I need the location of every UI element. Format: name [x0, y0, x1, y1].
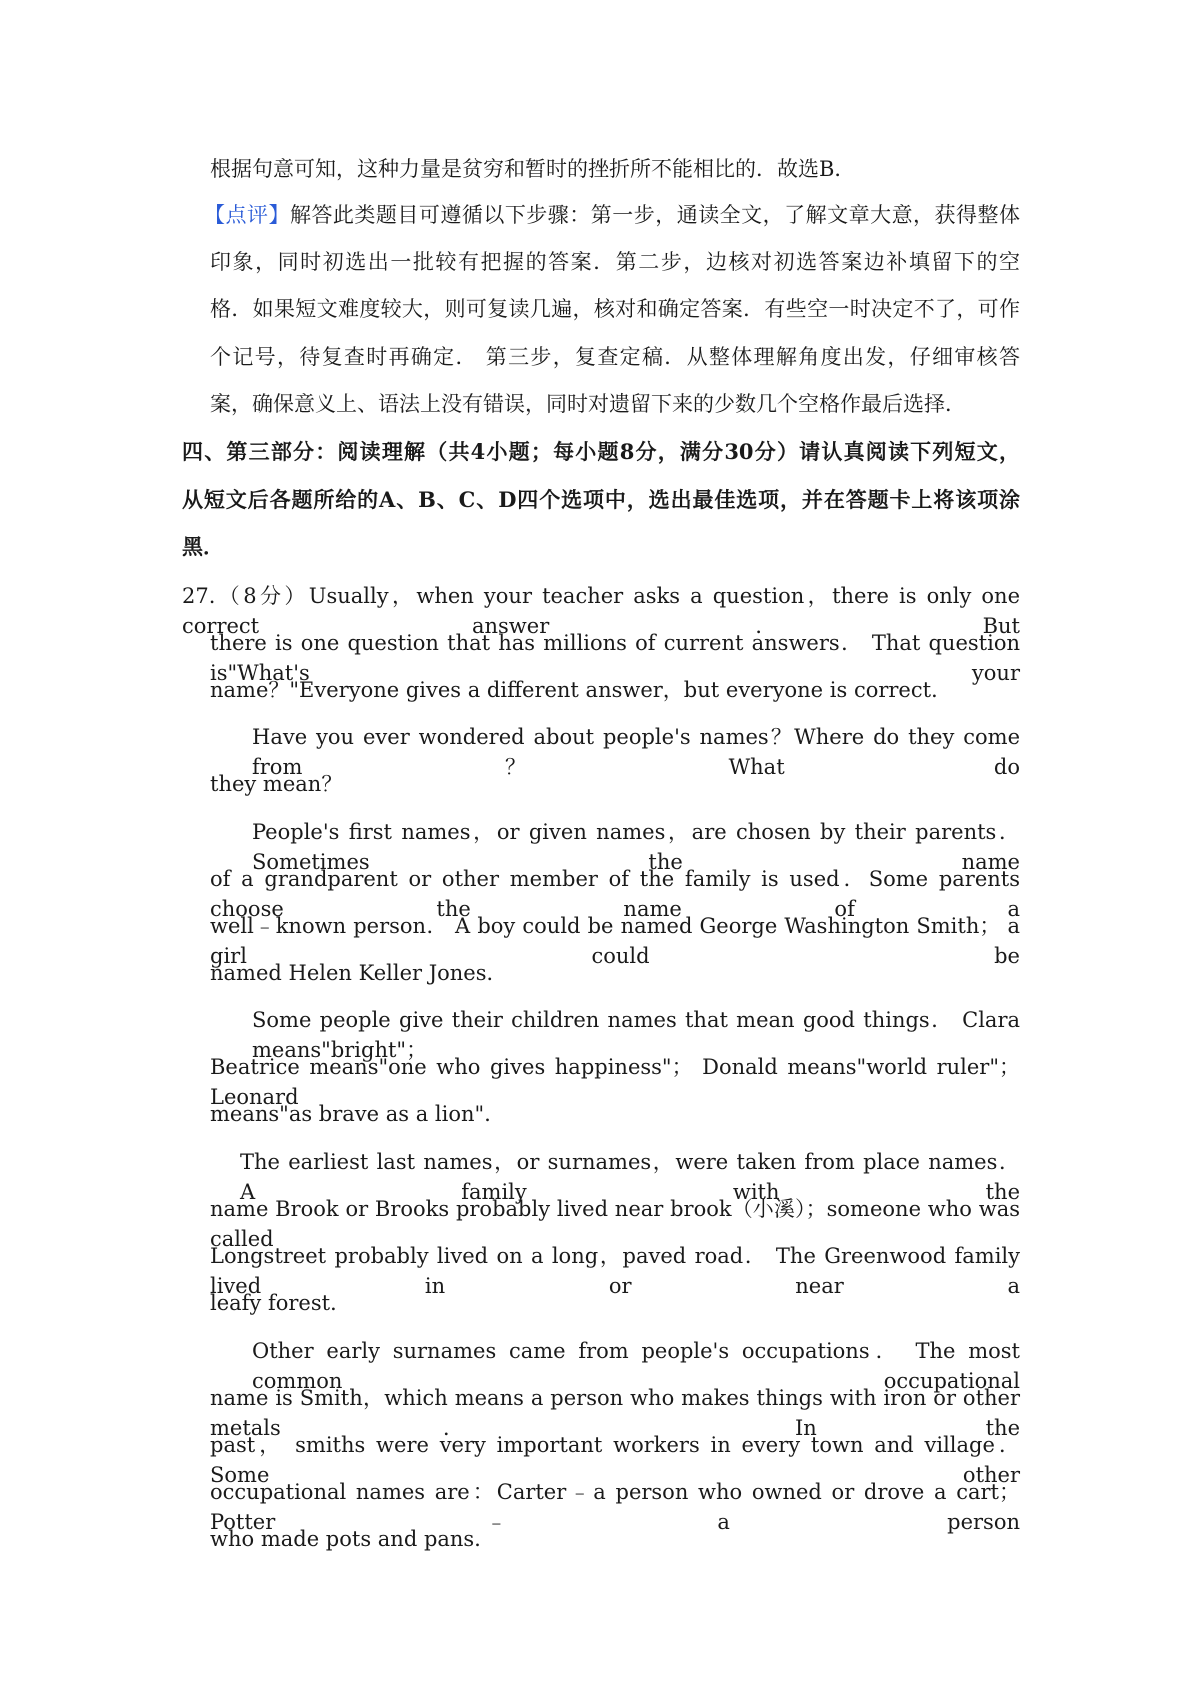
comment-line-5: 案，确保意义上、语法上没有错误，同时对遗留下来的少数几个空格作最后选择． [210, 392, 966, 416]
comment-line-3: 格．如果短文难度较大，则可复读几遍，核对和确定答案．有些空一时决定不了，可作 [210, 297, 1020, 321]
answer-explanation: 根据句意可知，这种力量是贫穷和暂时的挫折所不能相比的．故选B． [210, 157, 856, 181]
passage-line-21: who made pots and pans． [210, 1527, 496, 1551]
passage-line-2: there is one question that has millions of current answers． That question is"What's your [210, 631, 1020, 685]
passage-line-3: name？"Everyone gives a different answer，but everyone is correct． [210, 678, 953, 702]
passage-line-10: Some people give their children names that mean good things． Clara means"bright"； [252, 1008, 1020, 1062]
comment-line-4: 个记号，待复查时再确定． 第三步，复查定稿．从整体理解角度出发，仔细审核答 [210, 345, 1020, 369]
passage-line-9: named Helen Keller Jones． [210, 961, 508, 985]
passage-line-5: they mean？ [210, 772, 343, 796]
comment-line-1 [204, 200, 1020, 230]
passage-line-6: People's first names，or given names，are chosen by their parents．Sometimes the name [252, 820, 1020, 874]
passage-line-19: past， smiths were very important workers in every town and village． Some other [210, 1433, 1020, 1487]
passage-line-12: means"as brave as a lion"． [210, 1102, 506, 1126]
comment-text: 解答此类题目可遵循以下步骤：第一步，通读全文，了解文章大意，获得整体 [289, 203, 1021, 227]
passage-line-11: Beatrice means"one who gives happiness"； Donald means"world ruler"； Leonard [210, 1055, 1020, 1109]
passage-line-18: name is Smith，which means a person who makes things with iron or other metals． In the [210, 1386, 1020, 1440]
passage-line-7: of a grandparent or other member of the family is used．Some parents choose the name of a [210, 867, 1020, 921]
passage-line-16: leafy forest． [210, 1291, 352, 1315]
passage-line-13: The earliest last names，or surnames，were taken from place names． A family with the [240, 1150, 1020, 1204]
section-heading-line-1: 四、第三部分：阅读理解（共4小题；每小题8分，满分30分）请认真阅读下列短文， [182, 439, 1020, 464]
passage-line-4: Have you ever wondered about people's names？Where do they come from？What do [252, 725, 1020, 779]
passage-line-17: Other early surnames came from people's occupations． The most common occupational [252, 1339, 1020, 1393]
passage-line-15: Longstreet probably lived on a long，paved road． The Greenwood family lived in or near a [210, 1244, 1020, 1298]
passage-line-1: 27.（8分）Usually，when your teacher asks a question，there is only one correct answer．But [182, 584, 1020, 638]
comment-line-2: 印象，同时初选出一批较有把握的答案．第二步，边核对初选答案边补填留下的空 [210, 250, 1020, 274]
passage-line-14: name Brook or Brooks probably lived near brook（小溪）；someone who was called [210, 1197, 1020, 1251]
passage-line-8: well﹣known person． A boy could be named George Washington Smith； a girl could be [210, 914, 1020, 968]
section-heading-line-2: 从短文后各题所给的A、B、C、D四个选项中，选出最佳选项，并在答题卡上将该项涂 [182, 487, 1020, 512]
comment-tag: 【点评】 [204, 203, 290, 227]
section-heading-line-3: 黑． [182, 534, 224, 559]
passage-line-20: occupational names are：Carter﹣a person who owned or drove a cart； Potter﹣a person [210, 1480, 1020, 1534]
